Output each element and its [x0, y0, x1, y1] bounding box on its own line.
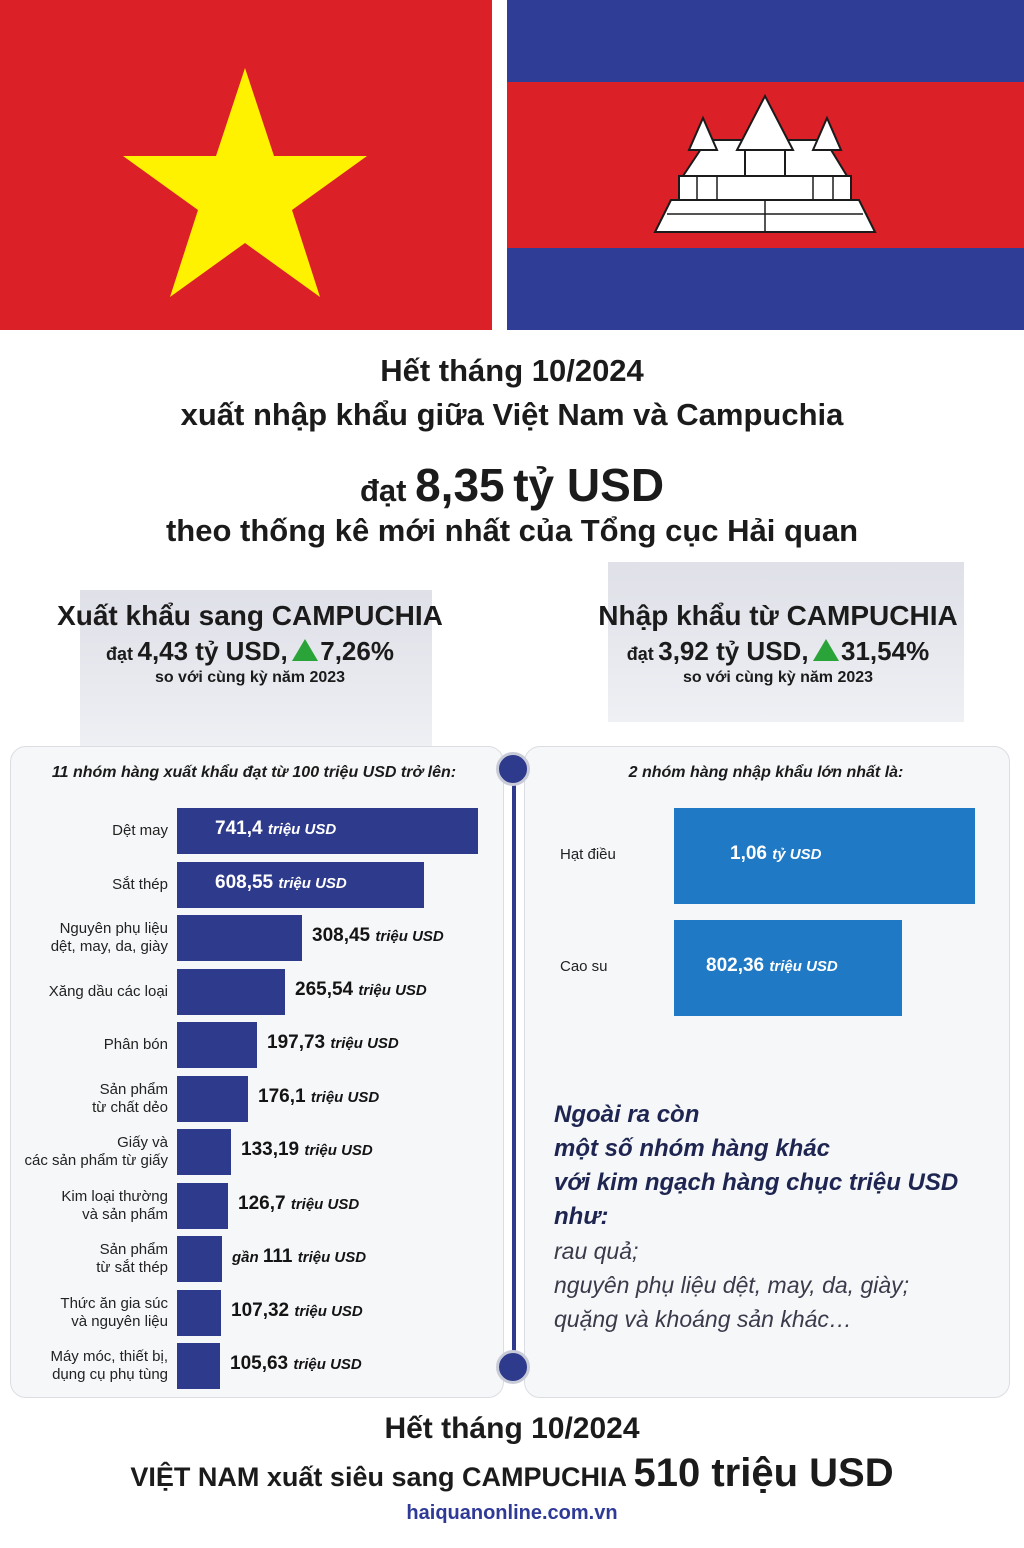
divider-dot-bottom [496, 1350, 530, 1384]
export-value-prefix: đạt [106, 644, 134, 664]
other-goods-note [554, 1098, 994, 1336]
divider-dot-top [496, 752, 530, 786]
import-value: 3,92 tỷ USD, [658, 636, 809, 666]
import-value-label: 802,36 triệu USD [706, 955, 838, 976]
import-summary [548, 600, 1008, 687]
vietnam-flag [0, 0, 492, 330]
total-amount: 8,35 [415, 459, 505, 511]
import-summary-note: so với cùng kỳ năm 2023 [682, 669, 874, 686]
import-value-label: 1,06 tỷ USD [730, 843, 822, 864]
export-category-label: Sắt thép [112, 875, 168, 893]
export-category-label: Dệt may [112, 822, 168, 839]
note-item: quặng và khoáng sản khác… [554, 1306, 852, 1332]
export-bar [177, 1076, 248, 1122]
export-category-label: Xăng dầu các loại [48, 982, 168, 1000]
export-value: 4,43 tỷ USD, [137, 636, 288, 666]
export-bar [177, 1290, 221, 1336]
footer-line2 [0, 1450, 1024, 1500]
export-summary-title: Xuất khẩu sang CAMPUCHIA [57, 600, 443, 631]
footer-line2-amount: 510 triệu USD [633, 1451, 894, 1495]
headline-line1: Hết tháng 10/2024 [380, 353, 644, 388]
cambodia-flag [507, 0, 1024, 330]
export-category-label: Sản phẩm từ chất dẻo [92, 1080, 168, 1116]
vietnam-star-icon [0, 0, 492, 330]
export-growth: 7,26% [320, 636, 394, 666]
angkor-wat-icon [507, 0, 1024, 330]
note-line: Ngoài ra còn [554, 1101, 700, 1128]
export-value-label: 126,7 triệu USD [238, 1192, 360, 1214]
import-value-prefix: đạt [626, 644, 654, 664]
note-line: một số nhóm hàng khác [554, 1135, 831, 1162]
export-bar [177, 1236, 222, 1282]
export-value-label: 308,45 triệu USD [312, 925, 444, 946]
export-bar [177, 1022, 257, 1068]
growth-up-icon [813, 639, 839, 661]
export-value-label: gần 111 triệu USD [232, 1246, 367, 1267]
export-value-label: 133,19 triệu USD [241, 1139, 373, 1160]
export-category-label: Sản phẩm từ sắt thép [96, 1241, 168, 1276]
export-bar [177, 1129, 231, 1175]
note-line: với kim ngạch hàng chục triệu USD [554, 1169, 959, 1196]
export-bar [177, 1343, 220, 1389]
export-value-label: 105,63 triệu USD [230, 1353, 362, 1374]
site-link[interactable]: haiquanonline.com.vn [406, 1502, 618, 1524]
export-value-label: 197,73 triệu USD [267, 1032, 399, 1053]
note-item: rau quả; [554, 1238, 639, 1264]
export-value-label: 741,4 triệu USD [215, 818, 337, 839]
growth-up-icon [292, 639, 318, 661]
note-item: nguyên phụ liệu dệt, may, da, giày; [554, 1272, 910, 1298]
total-unit: tỷ USD [513, 459, 665, 511]
export-category-label: Thức ăn gia súc và nguyên liệu [60, 1294, 168, 1330]
export-summary [20, 600, 480, 687]
export-category-label: Phân bón [103, 1036, 168, 1053]
import-category-label: Hạt điều [560, 846, 616, 863]
export-value-label: 107,32 triệu USD [231, 1299, 363, 1321]
import-growth: 31,54% [841, 636, 930, 666]
headline-source: theo thống kê mới nhất của Tổng cục Hải quan [165, 513, 859, 548]
import-chart-title: 2 nhóm hàng nhập khẩu lớn nhất là: [628, 764, 904, 781]
export-category-label: Nguyên phụ liệu dệt, may, da, giày [50, 920, 168, 955]
export-value-label: 265,54 triệu USD [295, 978, 427, 1000]
export-bar [177, 969, 285, 1015]
import-summary-title: Nhập khẩu từ CAMPUCHIA [598, 600, 958, 631]
import-bar [674, 808, 975, 904]
export-category-label: Kim loại thường và sản phẩm [61, 1187, 168, 1223]
export-category-label: Giấy và các sản phẩm từ giấy [24, 1134, 168, 1169]
export-bar [177, 915, 302, 961]
export-chart-title: 11 nhóm hàng xuất khẩu đạt từ 100 triệu USD trở lên: [51, 764, 457, 781]
total-prefix: đạt [359, 473, 407, 508]
footer-line2-prefix: VIỆT NAM xuất siêu sang CAMPUCHIA [130, 1462, 626, 1492]
headline-total [0, 458, 1024, 518]
export-value-label: 608,55 triệu USD [215, 871, 347, 893]
note-line: như: [554, 1203, 609, 1230]
export-summary-note: so với cùng kỳ năm 2023 [154, 669, 346, 686]
headline-line2: xuất nhập khẩu giữa Việt Nam và Campuchia [180, 397, 844, 432]
center-divider [512, 770, 516, 1360]
export-category-label: Máy móc, thiết bị, dụng cụ phụ tùng [50, 1348, 168, 1383]
export-bar [177, 1183, 228, 1229]
footer-line1: Hết tháng 10/2024 [384, 1412, 640, 1445]
import-category-label: Cao su [560, 958, 608, 975]
export-value-label: 176,1 triệu USD [258, 1085, 380, 1107]
